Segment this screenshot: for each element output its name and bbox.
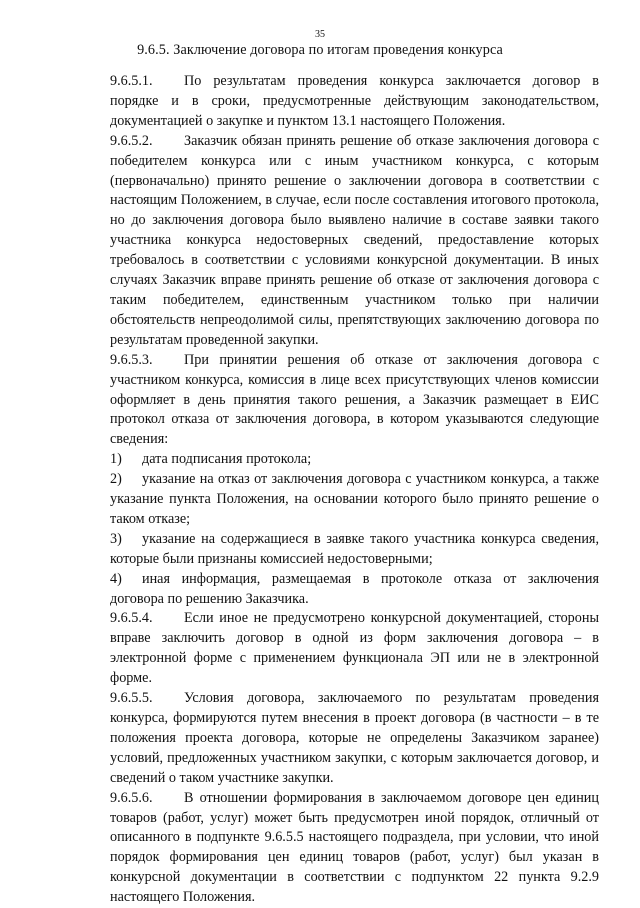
- list-item-number: 2): [110, 471, 122, 488]
- paragraph-9-6-5-2: [79, 132, 599, 351]
- list-item-text: иная информация, размещаемая в протоколе отказа от заключения договора по решению Заказчика.: [110, 570, 599, 607]
- paragraph-9-6-5-5: [79, 689, 599, 789]
- list-item-2: [79, 470, 599, 530]
- paragraph-9-6-5-6: [79, 789, 599, 908]
- section-title: 9.6.5. Заключение договора по итогам проведения конкурса: [137, 42, 503, 58]
- list-item-4: [79, 570, 599, 610]
- paragraph-text: Условия договора, заключаемого по результатам проведения конкурса, формируются путем внесения в проект договора (в частности – в те положения проекта договора, которые не определены Заказчиком заранее) условий, предложенных участником закупки, с которым заключается договор, и сведений о таком участнике закупки.: [110, 690, 599, 786]
- paragraph-9-6-5-1: [79, 72, 599, 132]
- paragraph-number: 9.6.5.3.: [110, 351, 153, 368]
- paragraph-number: 9.6.5.2.: [110, 132, 153, 149]
- list-item-number: 3): [110, 530, 122, 547]
- document-body: [79, 72, 599, 908]
- list-item-number: 1): [110, 451, 122, 468]
- paragraph-number: 9.6.5.5.: [110, 690, 153, 707]
- list-item-1: [79, 450, 599, 470]
- paragraph-9-6-5-3: [79, 351, 599, 451]
- paragraph-9-6-5-4: [79, 609, 599, 689]
- paragraph-text: По результатам проведения конкурса заключается договор в порядке и в сроки, предусмотренные действующим законодательством, документацией о закупке и пунктом 13.1 настоящего Положения.: [110, 73, 599, 129]
- list-item-text: указание на содержащиеся в заявке такого участника конкурса сведения, которые были признаны комиссией недостоверными;: [110, 530, 599, 567]
- paragraph-number: 9.6.5.1.: [110, 73, 153, 89]
- list-item-text: дата подписания протокола;: [142, 451, 312, 468]
- paragraph-text: При принятии решения об отказе от заключения договора с участником конкурса, комиссия в лице всех присутствующих членов комиссии оформляет в день принятия такого решения, а Заказчик размещает в ЕИС протокол отказа от заключения договора, в котором указываются следующие сведения:: [110, 351, 599, 448]
- paragraph-number: 9.6.5.4.: [110, 610, 153, 627]
- list-item-3: [79, 530, 599, 570]
- paragraph-text: В отношении формирования в заключаемом договоре цен единиц товаров (работ, услуг) может быть предусмотрен иной порядок, отличный от описанного в подпункте 9.6.5.5 настоящего подраздела, при условии, что иной порядок формирования цен единиц товаров (работ, услуг) был указан в конкурсной документации в соответствии с подпунктом 22 пункта 9.2.9 настоящего Положения.: [110, 789, 599, 906]
- list-item-number: 4): [110, 570, 122, 587]
- list-item-text: указание на отказ от заключения договора с участником конкурса, а также указание пункта Положения, на основании которого было принято решение о таком отказе;: [110, 471, 599, 527]
- paragraph-text: Заказчик обязан принять решение об отказе заключения договора с победителем конкурса или с иным участником конкурса, с которым (первоначально) принято решение о заключении договора в соответствии с настоящим Положением, в случае, если после составления итогового протокола, но до заключения договора было выявлено наличие в составе заявки такого участника конкурса недостоверных сведений, предоставление которых требовалось в соответствии с условиями конкурсной документации. В иных случаях Заказчик вправе принять решение об отказе от заключения договора с таким победителем, единственным участником только при наличии обстоятельств непреодолимой силы, препятствующих заключению договора по результатам проведенной закупки.: [110, 132, 599, 348]
- page-number: 35: [315, 29, 325, 40]
- paragraph-text: Если иное не предусмотрено конкурсной документацией, стороны вправе заключить договор в одной из форм заключения договора – в электронной форме с применением функционала ЭП или не в электронной форме.: [110, 610, 599, 687]
- paragraph-number: 9.6.5.6.: [110, 789, 153, 806]
